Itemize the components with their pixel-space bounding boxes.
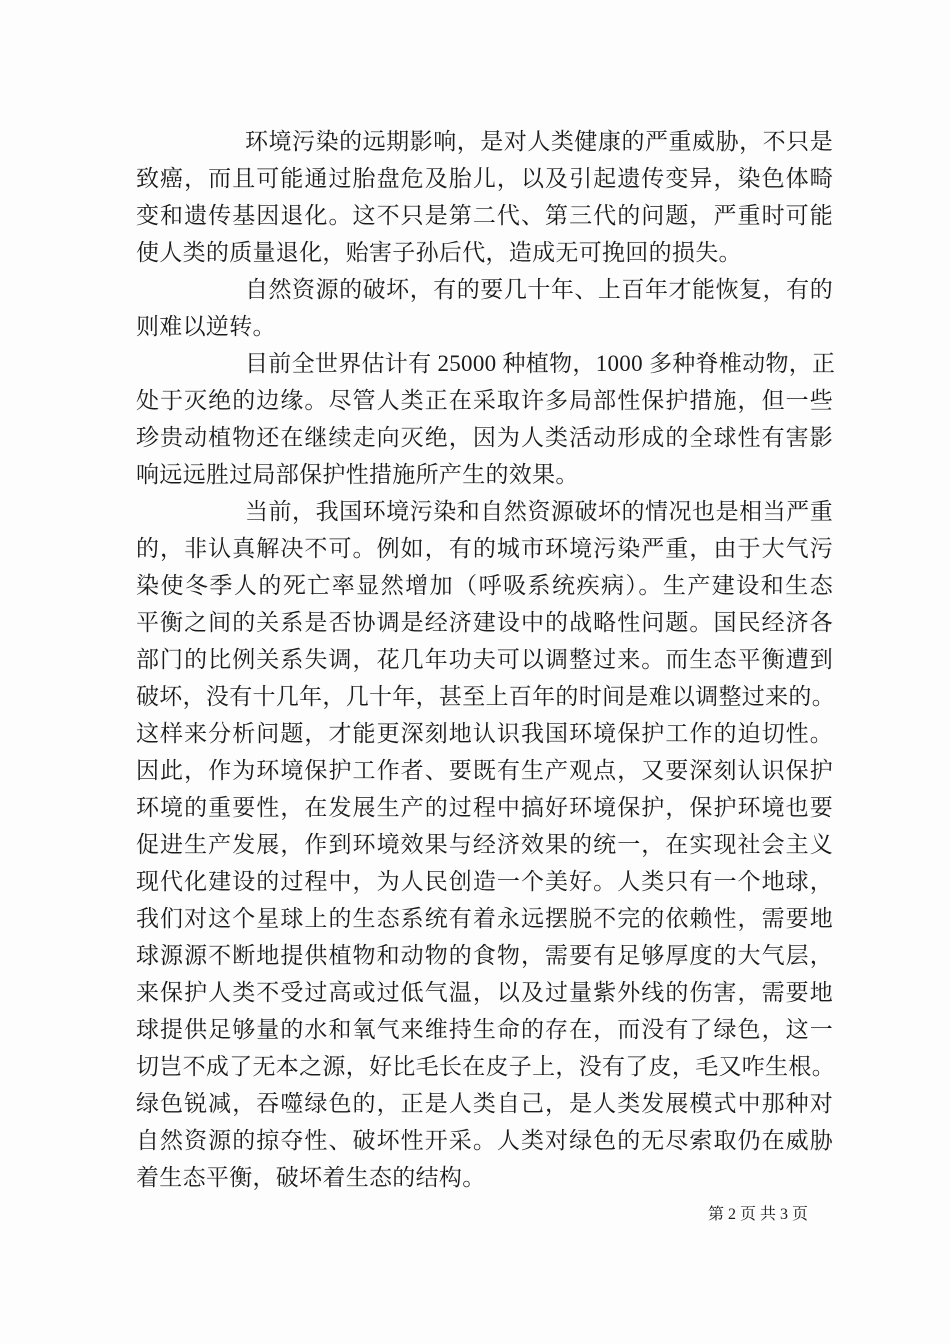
- text-line: 促进生产发展，作到环境效果与经济效果的统一，在实现社会主义: [136, 832, 833, 857]
- paragraph: [136, 345, 836, 493]
- text-line: 自然资源的破坏，有的要几十年、上百年才能恢复，有的: [245, 277, 833, 302]
- paragraph: [136, 123, 833, 271]
- text-line: 则难以逆转。: [136, 314, 276, 339]
- text-line: 响远远胜过局部保护性措施所产生的效果。: [136, 462, 579, 487]
- text-line: 因此，作为环境保护工作者、要既有生产观点，又要深刻认识保护: [136, 758, 833, 783]
- paragraph: [136, 493, 833, 1196]
- page-number-footer: 第 2 页 共 3 页: [707, 1206, 808, 1223]
- text-line: 环境的重要性，在发展生产的过程中搞好环境保护，保护环境也要: [136, 795, 833, 820]
- text-line: 部门的比例关系失调，花几年功夫可以调整过来。而生态平衡遭到: [136, 647, 833, 672]
- text-line: 球源源不断地提供植物和动物的食物，需要有足够厚度的大气层，: [136, 943, 833, 968]
- text-line: 现代化建设的过程中，为人民创造一个美好。人类只有一个地球，: [136, 869, 833, 894]
- paragraph: [136, 271, 833, 345]
- text-line: 处于灭绝的边缘。尽管人类正在采取许多局部性保护措施，但一些: [136, 388, 833, 413]
- text-line: 平衡之间的关系是否协调是经济建设中的战略性问题。国民经济各: [136, 610, 833, 635]
- text-line: 使人类的质量退化，贻害子孙后代，造成无可挽回的损失。: [136, 240, 742, 265]
- document-body: [136, 123, 836, 1196]
- text-line: 的，非认真解决不可。例如，有的城市环境污染严重，由于大气污: [136, 536, 833, 561]
- text-line: 着生态平衡，破坏着生态的结构。: [136, 1165, 486, 1190]
- text-line: 破坏，没有十几年，几十年，甚至上百年的时间是难以调整过来的。: [136, 684, 835, 709]
- text-line: 变和遗传基因退化。这不只是第二代、第三代的问题，严重时可能: [136, 203, 833, 228]
- text-line: 环境污染的远期影响，是对人类健康的严重威胁，不只是: [245, 129, 833, 154]
- text-line: 目前全世界估计有 25000 种植物，1000 多种脊椎动物，正: [245, 351, 836, 376]
- text-line: 我们对这个星球上的生态系统有着永远摆脱不完的依赖性，需要地: [136, 906, 833, 931]
- text-line: 切岂不成了无本之源，好比毛长在皮子上，没有了皮，毛又咋生根。: [136, 1054, 835, 1079]
- text-line: 自然资源的掠夺性、破坏性开采。人类对绿色的无尽索取仍在威胁: [136, 1128, 833, 1153]
- text-line: 珍贵动植物还在继续走向灭绝，因为人类活动形成的全球性有害影: [136, 425, 833, 450]
- text-line: 致癌，而且可能通过胎盘危及胎儿，以及引起遗传变异，染色体畸: [136, 166, 833, 191]
- text-line: 来保护人类不受过高或过低气温，以及过量紫外线的伤害，需要地: [136, 980, 833, 1005]
- text-line: 绿色锐减，吞噬绿色的，正是人类自己，是人类发展模式中那种对: [136, 1091, 833, 1116]
- text-line: 染使冬季人的死亡率显然增加（呼吸系统疾病）。生产建设和生态: [136, 573, 833, 598]
- text-line: 这样来分析问题，才能更深刻地认识我国环境保护工作的迫切性。: [136, 721, 833, 746]
- text-line: 当前，我国环境污染和自然资源破坏的情况也是相当严重: [245, 499, 833, 524]
- text-line: 球提供足够量的水和氧气来维持生命的存在，而没有了绿色，这一: [136, 1017, 833, 1042]
